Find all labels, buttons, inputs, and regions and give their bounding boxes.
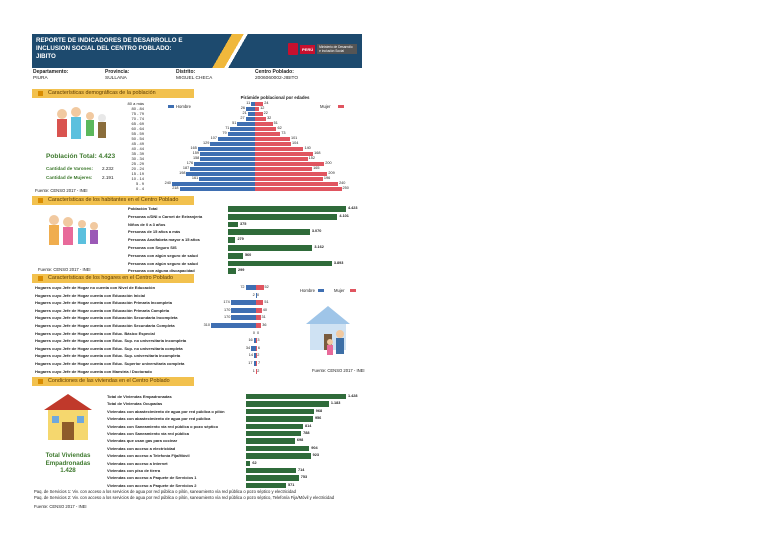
section-hogares: Características de los hogares en el Centro Poblado [32,274,194,283]
bar [246,468,296,473]
pyramid-bar-men [246,107,255,111]
pyramid-bar-men [210,142,255,146]
pyramid-value-women: 51 [273,121,278,125]
pyramid-age-label: 40 - 44 [131,146,144,151]
hogar-bar-women [256,315,261,320]
bar-value: 571 [287,482,295,487]
bar-value: 3.893 [333,260,344,265]
bar-value: 1.183 [330,401,341,406]
legend-women-swatch-2 [350,289,356,292]
bar-value: 4.423 [348,206,358,210]
bar [246,475,299,480]
pyramid-bar-women [255,132,280,136]
bar [246,461,250,466]
pyramid-age-label: 50 - 54 [131,136,144,141]
pyramid-value-men: 176 [186,161,194,165]
bar-label: Viviendas con Saneamiento vía red pública o pozo séptico [107,423,219,429]
hogar-bar-women [256,285,264,290]
bar-label: Viviendas con abastecimiento de agua por red pública [107,416,211,422]
population-men: Cantidad de Varones: [46,166,93,171]
bar-value: 814 [305,423,312,428]
family-illustration [52,106,110,148]
bar-value: 698 [296,438,304,443]
pyramid-bar-women [255,172,327,176]
logo-peru: PERÚ [302,46,314,52]
title-line-1: REPORTE DE INDICADORES DE DESARROLLO E [36,37,183,44]
bar-label: Total de Viviendas Ocupadas [107,401,163,407]
pyramid-value-men: 165 [190,146,197,150]
bar-value: 753 [300,475,308,480]
bar-value: 4.101 [339,213,349,218]
bar [246,416,313,421]
pyramid-age-label: 10 - 14 [131,176,144,181]
banner-stripe [200,34,260,68]
pyramid-value-men: 129 [203,141,210,145]
footnote-source: Fuente: CENSO 2017 - INEI [34,504,87,509]
pyramid-bar-men [186,172,255,176]
legend-women-2: Mujer [334,288,345,293]
pyramid-bar-women [255,162,324,166]
pyramid-value-women: 250 [342,186,349,190]
hogar-bar-women [256,308,262,313]
bar-label: Viviendas con acceso a Telefonía Fija/Móvil [107,453,190,459]
population-men-value: 2.232 [102,166,114,171]
pyramid-age-label: 70 - 74 [131,116,144,121]
bar [228,253,243,259]
bar-label: Personas c/DNI o Carnet de Extranjería [128,213,203,219]
pyramid-title: Pirámide poblacional por edades [240,95,310,100]
pyramid-value-men: 79 [222,131,227,135]
hogar-value-men: 16 [248,338,253,343]
bar-label: Viviendas con abastecimiento de agua por red pública o pilón [107,408,225,414]
bar-label: Población Total [128,206,158,211]
pyramid-value-men: 158 [192,156,200,160]
bar-label: Personas con alguna discapacidad [128,268,195,274]
hogar-value-women: 7 [258,361,261,365]
legend-women-swatch [338,105,344,108]
hogar-value-women: 0 [257,330,260,335]
hogar-value-women: 3 [257,338,260,343]
population-women: Cantidad de Mujeres: [46,175,93,180]
pyramid-value-men: 21 [242,111,247,115]
section-viviendas: Condiciones de las viviendas en el Centro Poblado [32,377,194,386]
hogar-bar-women [256,346,257,351]
pyramid-value-women: 240 [339,181,346,185]
bar-value: 788 [303,431,310,435]
pyramid-bar-women [255,142,291,146]
hogar-value-men: 310 [203,323,210,327]
bar-label: Viviendas con acceso a Paquete de Servicios 2 [107,482,197,488]
bar [228,222,238,228]
hogar-value-women: 2 [257,353,260,358]
hogar-value-women: 0 [257,292,260,297]
bar-value: 299 [237,268,245,273]
hogar-label: Hogares cuyo Jefe de Hogar cuenta con Educ. Sup. no universitaria completa [35,345,183,351]
bar-value: 3.162 [314,245,324,249]
legend-men-2: Hombre [300,288,315,293]
legend-men-swatch-2 [318,289,324,292]
pyramid-bar-men [246,117,255,121]
hogar-bar-men [231,308,256,313]
pyramid-value-men: 161 [191,176,199,180]
legend-men-swatch [168,105,174,108]
pyramid-value-women: 104 [292,141,299,145]
pyramid-age-label: 15 - 19 [131,171,144,176]
pyramid-value-men: 240 [164,181,171,185]
legend-women: Mujer [320,104,331,109]
pyramid-age-label: 80 - 84 [131,106,144,111]
pyramid-bar-women [255,147,303,151]
pyramid-bar-men [230,127,255,131]
pyramid-age-label: 80 a más [127,101,144,106]
hogar-label: Hogares cuyo Jefe de Hogar cuenta con Maestría / Doctorado [35,368,152,374]
bar [246,483,286,488]
pyramid-age-label: 60 - 64 [131,126,144,131]
hogar-value-women: 52 [264,285,269,289]
pyramid-value-women: 22 [263,111,268,115]
pyramid-bar-men [200,152,255,156]
pyramid-value-women: 168 [314,151,321,155]
pyramid-value-women: 62 [277,126,282,130]
pyramid-bar-women [255,177,323,181]
pyramid-bar-women [255,102,263,106]
hogar-value-men: 0 [252,330,255,335]
hogar-value-men: 34 [245,345,251,350]
pyramid-value-men: 11 [246,101,251,105]
hogar-label: Hogares cuyo Jefe de Hogar cuenta con Educación Primaria Incompleta [35,300,172,306]
pyramid-bar-men [218,137,255,141]
bar-value: 1.428 [348,394,358,398]
bar [246,438,295,443]
pyramid-value-men: 51 [232,121,237,125]
bar-label: Personas con Seguro SIS [128,245,177,250]
bar [246,409,314,414]
shield-icon [288,43,298,55]
bar [246,394,346,399]
pyramid-value-women: 196 [323,176,331,180]
pyramid-value-women: 200 [325,161,332,165]
bar [228,229,310,235]
bar-value: 3.070 [311,229,322,234]
bar-value: 62 [252,460,257,465]
hogar-value-women: 36 [262,323,267,327]
pyramid-age-label: 35 - 39 [131,151,144,156]
bar-label: Personas con algún seguro de salud [128,260,198,266]
bar-value: 923 [312,453,319,458]
pyramid-value-men: 159 [192,151,199,155]
pyramid-age-label: 75 - 79 [131,111,144,116]
location-province: Provincia: SULLANA [105,69,130,81]
pyramid-age-label: 30 - 34 [131,156,144,161]
pyramid-bar-men [228,132,255,136]
bar-label: Total de Viviendas Empadronadas [107,394,172,399]
pyramid-value-men: 218 [172,186,179,190]
population-women-value: 2.191 [102,175,114,180]
pyramid-value-women: 12 [260,106,265,110]
hogar-value-women: 51 [264,300,269,305]
pyramid-value-women: 101 [290,136,298,140]
pyramid-bar-men [172,182,255,186]
pyramid-age-label: 45 - 49 [131,141,144,146]
pyramid-bar-women [255,157,308,161]
bar-label: Personas de 15 años a más [128,229,181,235]
pyramid-bar-women [255,112,263,116]
ministry-logo [288,42,360,56]
section-habitantes: Características de los habitantes en el Centro Poblado [32,196,194,205]
bar-label: Viviendas con acceso a Paquete de Servicios 1 [107,475,197,481]
logo-ministry: Ministerio de Desarrollo e Inclusión Social [317,44,357,54]
legend-men: Hombre [176,104,191,109]
pyramid-bar-women [255,127,276,131]
pyramid-value-women: 152 [308,156,315,160]
pyramid-bar-women [255,107,259,111]
bar-value: 714 [298,468,305,472]
pyramid-bar-women [255,137,290,141]
hogar-value-women: 2 [257,368,260,373]
pyramid-value-women: 140 [304,146,311,150]
pyramid-bar-women [255,152,313,156]
bar [228,268,236,274]
bar-label: Viviendas con acceso a Internet [107,460,168,466]
bar-value: 560 [244,252,252,257]
bar-value: 279 [237,237,244,242]
bar-value: 968 [315,408,323,413]
pyramid-bar-men [200,157,255,161]
bar-label: Viviendas con acceso a electricidad [107,445,176,451]
pyramid-bar-men [180,187,255,191]
hogar-value-men: 170 [223,315,231,320]
hogar-value-men: 1 [252,368,255,373]
hogar-bar-women [256,300,263,305]
pyramid-bar-men [199,177,255,181]
bar-label: Niños de 0 a 3 años [128,221,166,227]
pyramid-value-men: 26 [240,106,245,110]
hogar-value-men: 170 [223,307,231,312]
pyramid-age-label: 5 - 9 [135,181,144,186]
title-line-3: JIBITO [36,53,56,60]
viviendas-total: Total Viviendas Empadronadas 1.428 [45,452,91,474]
bar-label: Viviendas que usan gas para cocinar [107,438,178,444]
bar-label: Viviendas con piso de tierra [107,468,161,473]
pyramid-value-women: 165 [313,166,320,170]
pyramid-bar-men [190,167,255,171]
hogar-label: Hogares cuyo Jefe de Hogar cuenta con Educación Secundaria Incompleta [35,315,178,321]
hogar-value-men: 17 [248,361,253,365]
bar [246,401,329,406]
pyramid-value-women: 73 [281,131,286,135]
bar [228,237,235,243]
location-district: Distrito: MIGUEL CHECA [176,69,213,81]
pyramid-bar-men [194,162,255,166]
pyramid-value-women: 24 [264,101,269,105]
bar [228,245,312,251]
bar-value: 904 [311,445,318,450]
pyramid-age-label: 20 - 24 [131,166,144,171]
pyramid-bar-men [198,147,255,151]
source-note-2: Fuente: CENSO 2017 - INEI [38,267,91,272]
bar-value: 375 [240,221,247,226]
hogar-value-women: 6 [257,345,260,350]
pyramid-value-men: 71 [225,126,230,130]
bar [246,424,303,429]
pyramid-value-men: 107 [210,136,217,140]
hogar-bar-men [246,285,256,290]
hogar-bar-men [231,300,256,305]
bar-label: Viviendas con Saneamiento vía red pública [107,431,189,436]
pyramid-value-men: 198 [179,171,186,175]
pyramid-bar-women [255,182,338,186]
hogar-value-women: 40 [262,307,268,312]
pyramid-bar-men [248,112,255,116]
hogar-value-men: 14 [248,353,253,358]
pyramid-age-label: 0 - 4 [135,186,144,191]
location-center: Centro Poblado: 2006060002-JIBITO [255,69,299,81]
pyramid-bar-women [255,122,273,126]
house-illustration [42,392,94,444]
hogar-label: Hogares cuyo Jefe de Hogar cuenta con Educ. Superior universitaria completa [35,361,185,366]
hogar-bar-men [231,315,256,320]
pyramid-bar-women [255,117,266,121]
bar [228,206,346,212]
bar-value: 956 [314,416,322,421]
hogar-label: Hogares cuyo Jefe de Hogar cuenta con Educ. Básico Especial [35,330,155,336]
population-total: Población Total: 4.423 [46,153,116,160]
pyramid-value-women: 209 [328,171,335,175]
children-illustration [44,210,100,260]
pyramid-age-label: 55 - 59 [131,131,144,136]
pyramid-bar-women [255,187,342,191]
pyramid-value-women: 32 [267,116,272,120]
bar [228,214,337,220]
pyramid-age-label: 25 - 29 [131,161,144,166]
footnote-1: Paq. de Servicios 1: Viv. con acceso a los servicios de agua por red pública o pilón, saneamiento vía red pública o pozo séptico y electricidad [34,489,296,494]
bar-label: Personas con algún seguro de salud [128,252,198,258]
hogar-label: Hogares cuyo Jefe de Hogar cuenta con Educ. Sup. no universitaria incompleta [35,338,187,344]
hogar-label: Hogares cuyo Jefe de Hogar cuenta con Educ. Sup. universitaria incompleta [35,353,181,359]
hogar-value-men: 72 [240,285,245,289]
bar [246,431,301,436]
pyramid-bar-women [255,167,312,171]
section-demografia: Características demográficas de la población [32,89,194,98]
bar [246,453,311,458]
hogar-label: Hogares cuyo Jefe de Hogar cuenta con Educación Primaria Completa [35,307,170,313]
bar [246,446,309,451]
location-department: Departamento: PIURA [33,69,69,81]
hogar-value-women: 31 [261,315,266,320]
family-house-illustration [300,300,360,362]
footnote-2: Paq. de Servicios 2: Viv. con acceso a los servicios de agua por red pública o pilón, saneamiento vía red pública o pozo séptico, Telefonía Fija/Móvil y electricidad [34,495,335,500]
hogar-label: Hogares cuyo Jefe de Hogar cuenta con Educación Secundaria Completa [35,323,175,328]
title-line-2: INCLUSION SOCIAL DEL CENTRO POBLADO: [36,45,172,52]
bar [228,261,332,267]
pyramid-value-men: 27 [240,116,245,120]
pyramid-value-men: 187 [182,166,190,170]
hogar-label: Hogares cuyo Jefe de Hogar cuenta con Educación Inicial [35,292,146,298]
hogar-label: Hogares cuyo Jefe de Hogar no cuenta con Nivel de Educación [35,285,156,290]
hogar-bar-men [211,323,256,328]
source-note-3: Fuente: CENSO 2017 - INEI [312,368,365,373]
pyramid-age-label: 65 - 69 [131,121,144,126]
source-note-1: Fuente: CENSO 2017 - INEI [35,188,88,193]
hogar-bar-women [256,323,261,328]
bar-label: Personas Analfabeta mayor a 15 años [128,237,200,243]
hogar-value-men: 2 [252,292,255,297]
pyramid-bar-men [237,122,255,126]
hogar-value-men: 174 [223,300,230,305]
hogar-bar-women [256,361,257,366]
